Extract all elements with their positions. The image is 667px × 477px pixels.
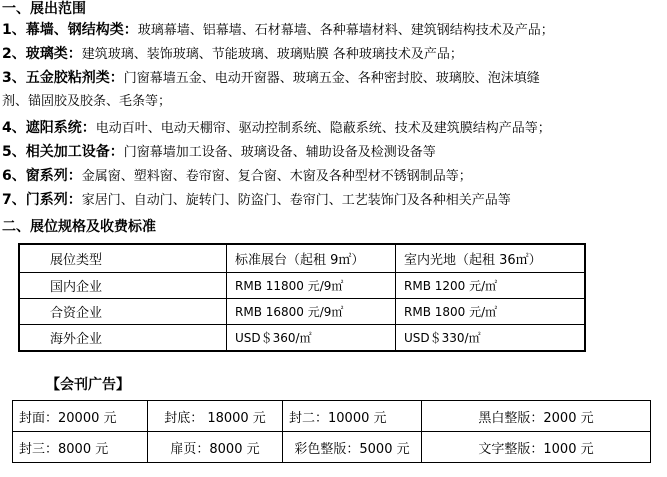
- category-windows: [2, 164, 662, 189]
- category-processing-equipment: [2, 140, 662, 165]
- section-title-booth-pricing: 二、展位规格及收费标准: [2, 219, 156, 235]
- table-row: [13, 401, 651, 432]
- table-cell: 海外企业: [19, 325, 227, 352]
- table-cell: 文字整版：1000 元: [422, 432, 651, 463]
- table-header-row: [19, 244, 585, 273]
- category-curtain-wall: [2, 18, 662, 43]
- table-cell: 封底： 18000 元: [148, 401, 283, 432]
- ads-price-table: [12, 400, 651, 463]
- table-cell: 彩色整版：5000 元: [283, 432, 422, 463]
- category-label: 3、五金胶粘剂类：: [2, 70, 124, 86]
- table-cell: RMB 1200 元/㎡: [396, 273, 586, 299]
- category-doors: [2, 188, 662, 213]
- category-items: 门窗幕墙加工设备、玻璃设备、辅助设备及检测设备等: [123, 145, 436, 160]
- category-items: 建筑玻璃、装饰玻璃、节能玻璃、玻璃贴膜 各种玻璃技术及产品；: [81, 47, 463, 62]
- table-cell: USD＄330/㎡: [396, 325, 586, 352]
- category-label: 4、遮阳系统：: [2, 120, 96, 136]
- category-hardware-adhesive-continuation: 剂、锚固胶及胶条、毛条等；: [2, 94, 172, 109]
- category-items: 金属窗、塑料窗、卷帘窗、复合窗、木窗及各种型材不锈钢制品等；: [81, 169, 472, 184]
- table-cell: 封二：10000 元: [283, 401, 422, 432]
- column-header: 室内光地（起租 36㎡）: [396, 244, 586, 273]
- section-title-exhibit-scope: 一、展出范围: [2, 1, 86, 17]
- table-cell: 合资企业: [19, 299, 227, 325]
- table-cell: 国内企业: [19, 273, 227, 299]
- category-label: 1、幕墙、钢结构类：: [2, 22, 138, 38]
- table-cell: RMB 1800 元/㎡: [396, 299, 586, 325]
- table-row: [13, 432, 651, 463]
- category-label: 5、相关加工设备：: [2, 144, 124, 160]
- category-items: 玻璃幕墙、铝幕墙、石材幕墙、各种幕墙材料、建筑钢结构技术及产品；: [137, 23, 554, 38]
- table-cell: RMB 11800 元/9㎡: [227, 273, 396, 299]
- column-header: 展位类型: [19, 244, 227, 273]
- category-hardware-adhesive: [2, 66, 662, 91]
- table-cell: USD＄360/㎡: [227, 325, 396, 352]
- table-cell: 扉页：8000 元: [148, 432, 283, 463]
- category-items: 家居门、自动门、旋转门、防盗门、卷帘门、工艺装饰门及各种相关产品等: [81, 193, 511, 208]
- table-row: [19, 325, 585, 352]
- booth-price-table: [18, 243, 586, 352]
- category-items: 电动百叶、电动天棚帘、驱动控制系统、隐蔽系统、技术及建筑膜结构产品等；: [95, 121, 551, 136]
- table-cell: 黑白整版：2000 元: [422, 401, 651, 432]
- category-label: 6、窗系列：: [2, 168, 82, 184]
- column-header: 标准展台（起租 9㎡）: [227, 244, 396, 273]
- category-shading: [2, 116, 662, 141]
- ads-title: 【会刊广告】: [46, 377, 130, 393]
- table-cell: RMB 16800 元/9㎡: [227, 299, 396, 325]
- category-glass: [2, 42, 662, 67]
- category-label: 7、门系列：: [2, 192, 82, 208]
- table-cell: 封三：8000 元: [13, 432, 148, 463]
- category-label: 2、玻璃类：: [2, 46, 82, 62]
- table-row: [19, 299, 585, 325]
- category-items: 门窗幕墙五金、电动开窗器、玻璃五金、各种密封胶、玻璃胶、泡沫填缝: [123, 71, 540, 86]
- table-row: [19, 273, 585, 299]
- table-cell: 封面：20000 元: [13, 401, 148, 432]
